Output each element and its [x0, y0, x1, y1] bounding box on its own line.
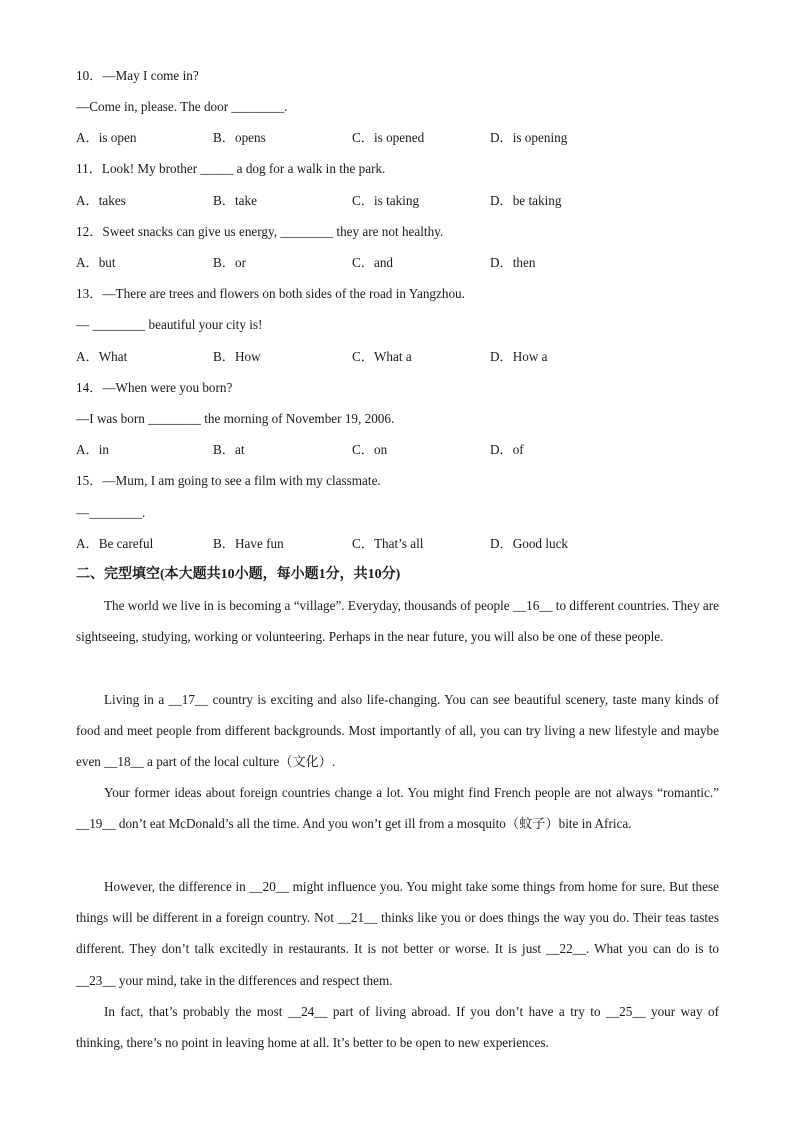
question-12-option-b: B．or — [213, 255, 246, 270]
passage-paragraph-4: However, the difference in __20__ might influence you. You might take some things from home for sure. But these things will be different in a foreign country. Not __21__ thinks like you or does things the way you do. Their teas tastes different. They don’t talk excitedly in restaurants. It is not better or worse. It is just __22__. What you can do is to __23__ your mind, take in the differences and respect them. — [76, 879, 719, 988]
question-10-option-a: A．is open — [76, 130, 137, 145]
question-11-option-c: C．is taking — [352, 193, 420, 208]
question-11-option-d: D．be taking — [490, 193, 562, 208]
question-14-option-c: C．on — [352, 442, 388, 457]
section-heading: 二、完型填空(本大题共10小题，每小题1分，共10分) — [76, 567, 401, 582]
question-11-option-b: B．take — [213, 193, 257, 208]
question-12-stem: 12．Sweet snacks can give us energy, ________ they are not healthy. — [76, 224, 444, 239]
question-13-stem: 13．—There are trees and flowers on both sides of the road in Yangzhou. — [76, 286, 465, 301]
question-13-option-d: D．How a — [490, 349, 548, 364]
question-14-option-d: D．of — [490, 442, 524, 457]
passage-paragraph-5: In fact, that’s probably the most __24__ part of living abroad. If you don’t have a try to __25__ your way of thinking, there’s no point in leaving home at all. It’s better to be open to new experiences. — [76, 1004, 719, 1051]
question-12-option-d: D．then — [490, 255, 536, 270]
question-14-stem: 14．—When were you born? — [76, 380, 233, 395]
passage-paragraph-3: Your former ideas about foreign countries change a lot. You might find French people are not always “romantic.” __19__ don’t eat McDonald’s all the time. And you won’t get ill from a mosquito（蚊子）bite in Africa. — [76, 785, 719, 832]
question-10-stem: 10．—May I come in? — [76, 68, 199, 83]
question-15-option-a: A．Be careful — [76, 536, 154, 551]
question-13-option-b: B．How — [213, 349, 261, 364]
question-13-option-c: C．What a — [352, 349, 412, 364]
question-11-stem: 11．Look! My brother _____ a dog for a walk in the park. — [76, 161, 386, 176]
question-11-option-a: A．takes — [76, 193, 126, 208]
question-13-option-a: A．What — [76, 349, 128, 364]
question-10-option-b: B．opens — [213, 130, 266, 145]
question-10-reply: —Come in, please. The door ________. — [76, 99, 288, 114]
question-14-option-b: B．at — [213, 442, 245, 457]
question-15-option-b: B．Have fun — [213, 536, 284, 551]
passage-paragraph-1: The world we live in is becoming a “village”. Everyday, thousands of people __16__ to different countries. They are sightseeing, studying, working or volunteering. Perhaps in the near future, you will also be one of these people. — [76, 598, 719, 645]
question-15-reply: —________. — [76, 505, 146, 520]
question-14-reply: —I was born ________ the morning of November 19, 2006. — [76, 411, 395, 426]
passage-paragraph-2: Living in a __17__ country is exciting and also life-changing. You can see beautiful scenery, taste many kinds of food and meet people from different backgrounds. Most importantly of all, you can try living a new lifestyle and maybe even __18__ a part of the local culture（文化）. — [76, 692, 719, 770]
question-15-option-c: C．That’s all — [352, 536, 424, 551]
question-15-option-d: D．Good luck — [490, 536, 569, 551]
question-10-option-d: D．is opening — [490, 130, 568, 145]
question-12-option-c: C．and — [352, 255, 394, 270]
question-15-stem: 15．—Mum, I am going to see a film with my classmate. — [76, 473, 381, 488]
question-13-reply: — ________ beautiful your city is! — [76, 317, 263, 332]
question-12-option-a: A．but — [76, 255, 116, 270]
question-10-option-c: C．is opened — [352, 130, 425, 145]
question-14-option-a: A．in — [76, 442, 109, 457]
